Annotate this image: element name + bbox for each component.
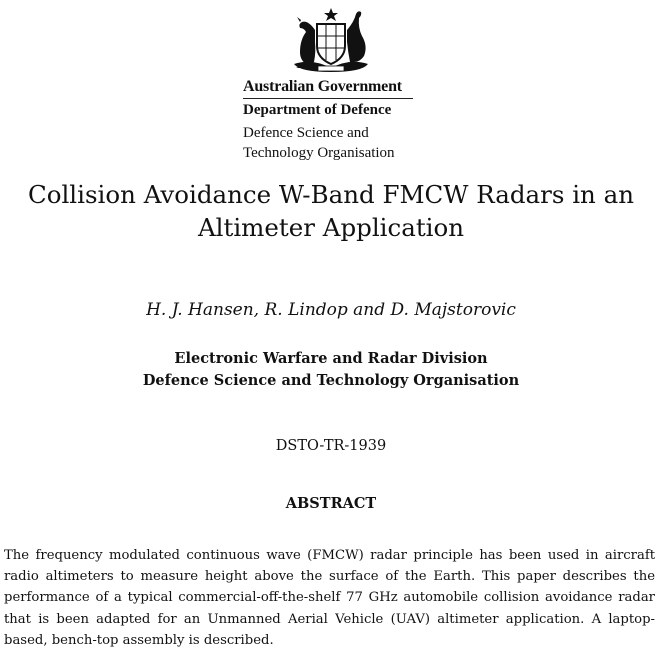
- department-name: Department of Defence: [243, 102, 392, 118]
- agency-divider: [243, 98, 413, 99]
- division-block: [0, 348, 662, 392]
- division-name: Electronic Warfare and Radar Division: [174, 350, 488, 367]
- agency-block: [243, 78, 443, 163]
- organisation-line-2: Technology Organisation: [243, 145, 395, 161]
- authors: H. J. Hansen, R. Lindop and D. Majstorovic: [146, 300, 516, 320]
- abstract-heading: ABSTRACT: [285, 495, 377, 512]
- organisation-line-1: Defence Science and: [243, 125, 369, 141]
- organisation-full-name: Defence Science and Technology Organisation: [142, 372, 520, 389]
- government-name: Australian Government: [243, 78, 402, 95]
- report-title-line-1: Collision Avoidance W-Band FMCW Radars in an: [27, 180, 635, 209]
- report-title: [0, 178, 662, 244]
- report-title-line-2: Altimeter Application: [197, 213, 465, 242]
- report-number: DSTO-TR-1939: [275, 438, 387, 454]
- organisation-name: [243, 123, 443, 163]
- coat-of-arms-icon: [282, 6, 380, 74]
- abstract-text: The frequency modulated continuous wave (FMCW) radar principle has been used in aircraft radio altimeters to measure height above the surface of the Earth. This paper describes the performance of a typical commercial-off-the-shelf 77 GHz automobile collision avoidance radar that is been adapted for an Unmanned Aerial Vehicle (UAV) altimeter application. A laptop-based, bench-top assembly is described.: [4, 548, 655, 648]
